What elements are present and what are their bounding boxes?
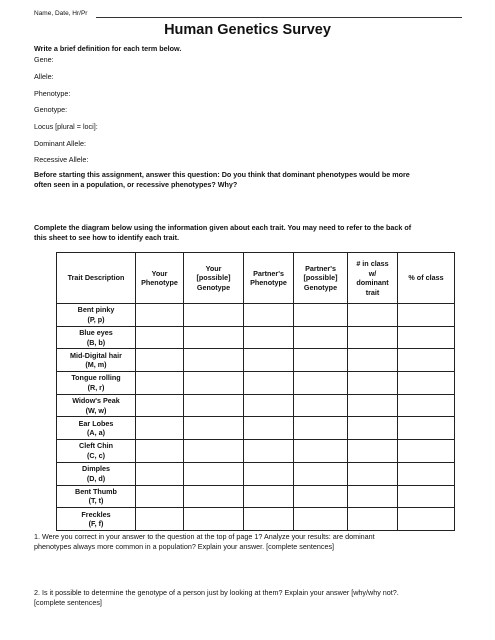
number-in-class-cell[interactable] <box>348 326 398 349</box>
percent-of-class-cell[interactable] <box>398 394 455 417</box>
header-your-phenotype: Your Phenotype <box>136 253 184 304</box>
trait-description-cell <box>57 485 136 508</box>
trait-description-cell <box>57 417 136 440</box>
your-phenotype-cell[interactable] <box>136 326 184 349</box>
partner-phenotype-cell[interactable] <box>244 304 294 327</box>
your-genotype-cell[interactable] <box>184 440 244 463</box>
your-genotype-cell[interactable] <box>184 326 244 349</box>
trait-name: Cleft Chin <box>79 441 113 451</box>
trait-alleles: (A, a) <box>87 428 105 438</box>
percent-of-class-cell[interactable] <box>398 508 455 531</box>
trait-table-body <box>57 304 455 531</box>
partner-phenotype-cell[interactable] <box>244 349 294 372</box>
partner-genotype-cell[interactable] <box>294 394 348 417</box>
trait-name: Bent pinky <box>77 305 115 315</box>
number-in-class-cell[interactable] <box>348 440 398 463</box>
trait-alleles: (P, p) <box>87 314 105 324</box>
table-row <box>57 349 455 372</box>
your-genotype-cell[interactable] <box>184 304 244 327</box>
number-in-class-cell[interactable] <box>348 372 398 395</box>
trait-alleles: (W, w) <box>85 405 107 415</box>
partner-phenotype-cell[interactable] <box>244 462 294 485</box>
your-phenotype-cell[interactable] <box>136 304 184 327</box>
your-genotype-cell[interactable] <box>184 349 244 372</box>
table-row <box>57 508 455 531</box>
definitions-instruction: Write a brief definition for each term below. <box>34 44 182 53</box>
table-row <box>57 304 455 327</box>
term-gene: Gene: <box>34 55 54 64</box>
percent-of-class-cell[interactable] <box>398 304 455 327</box>
term-recessive-allele: Recessive Allele: <box>34 155 89 164</box>
table-row <box>57 372 455 395</box>
your-genotype-cell[interactable] <box>184 394 244 417</box>
diagram-instructions-line2: this sheet to see how to identify each trait. <box>34 233 179 242</box>
partner-genotype-cell[interactable] <box>294 485 348 508</box>
partner-genotype-cell[interactable] <box>294 508 348 531</box>
trait-description-cell <box>57 326 136 349</box>
table-row <box>57 417 455 440</box>
table-row <box>57 485 455 508</box>
your-phenotype-cell[interactable] <box>136 440 184 463</box>
trait-name: Bent Thumb <box>75 486 117 496</box>
name-date-label: Name, Date, Hr/Pr <box>34 10 88 17</box>
partner-genotype-cell[interactable] <box>294 462 348 485</box>
number-in-class-cell[interactable] <box>348 508 398 531</box>
partner-genotype-cell[interactable] <box>294 417 348 440</box>
your-genotype-cell[interactable] <box>184 372 244 395</box>
number-in-class-cell[interactable] <box>348 394 398 417</box>
question-2-line2: [complete sentences] <box>34 598 102 607</box>
term-genotype: Genotype: <box>34 105 68 114</box>
trait-table-header-row <box>57 253 455 304</box>
your-phenotype-cell[interactable] <box>136 349 184 372</box>
trait-description-cell <box>57 508 136 531</box>
header-your-genotype: Your [possible] Genotype <box>184 253 244 304</box>
question-intro-line1: Before starting this assignment, answer this question: Do you think that dominant phenotypes would be more <box>34 170 410 179</box>
trait-name: Dimples <box>82 464 110 474</box>
question-1-line1: 1. Were you correct in your answer to the question at the top of page 1? Analyze your results: are dominant <box>34 532 375 541</box>
partner-phenotype-cell[interactable] <box>244 485 294 508</box>
partner-phenotype-cell[interactable] <box>244 394 294 417</box>
percent-of-class-cell[interactable] <box>398 485 455 508</box>
trait-name: Ear Lobes <box>78 418 114 428</box>
trait-table <box>56 252 455 531</box>
term-phenotype: Phenotype: <box>34 89 71 98</box>
your-phenotype-cell[interactable] <box>136 417 184 440</box>
trait-alleles: (F, f) <box>88 519 104 529</box>
question-1-line2: phenotypes always more common in a population? Explain your answer. [complete sentences] <box>34 542 335 551</box>
trait-alleles: (R, r) <box>87 382 105 392</box>
table-row <box>57 326 455 349</box>
partner-genotype-cell[interactable] <box>294 326 348 349</box>
trait-description-cell <box>57 372 136 395</box>
trait-name: Tongue rolling <box>71 373 121 383</box>
table-row <box>57 394 455 417</box>
term-allele: Allele: <box>34 72 54 81</box>
number-in-class-cell[interactable] <box>348 304 398 327</box>
trait-name: Freckles <box>81 509 111 519</box>
trait-description-cell <box>57 440 136 463</box>
header-number-in-class: # in class w/ dominant trait <box>348 253 398 304</box>
trait-alleles: (M, m) <box>85 360 107 370</box>
trait-name: Blue eyes <box>79 328 113 338</box>
percent-of-class-cell[interactable] <box>398 440 455 463</box>
number-in-class-cell[interactable] <box>348 417 398 440</box>
table-row <box>57 440 455 463</box>
percent-of-class-cell[interactable] <box>398 462 455 485</box>
partner-genotype-cell[interactable] <box>294 372 348 395</box>
trait-description-cell <box>57 349 136 372</box>
your-genotype-cell[interactable] <box>184 508 244 531</box>
percent-of-class-cell[interactable] <box>398 326 455 349</box>
percent-of-class-cell[interactable] <box>398 372 455 395</box>
your-phenotype-cell[interactable] <box>136 485 184 508</box>
name-date-line[interactable] <box>34 10 462 17</box>
your-phenotype-cell[interactable] <box>136 508 184 531</box>
partner-genotype-cell[interactable] <box>294 440 348 463</box>
partner-phenotype-cell[interactable] <box>244 417 294 440</box>
trait-description-cell <box>57 462 136 485</box>
your-genotype-cell[interactable] <box>184 417 244 440</box>
your-genotype-cell[interactable] <box>184 462 244 485</box>
your-phenotype-cell[interactable] <box>136 394 184 417</box>
header-partner-genotype: Partner's [possible] Genotype <box>294 253 348 304</box>
your-phenotype-cell[interactable] <box>136 372 184 395</box>
number-in-class-cell[interactable] <box>348 349 398 372</box>
percent-of-class-cell[interactable] <box>398 349 455 372</box>
question-2-line1: 2. Is it possible to determine the genotype of a person just by looking at them? Explain your answer [why/why not?. <box>34 588 399 597</box>
table-row <box>57 462 455 485</box>
your-genotype-cell[interactable] <box>184 485 244 508</box>
term-locus: Locus [plural = loci]: <box>34 122 98 131</box>
diagram-instructions-line1: Complete the diagram below using the information given about each trait. You may need to refer to the back of <box>34 223 412 232</box>
your-phenotype-cell[interactable] <box>136 462 184 485</box>
trait-alleles: (B, b) <box>86 337 106 347</box>
percent-of-class-cell[interactable] <box>398 417 455 440</box>
trait-description-cell <box>57 394 136 417</box>
header-trait-description: Trait Description <box>57 253 136 304</box>
partner-phenotype-cell[interactable] <box>244 440 294 463</box>
trait-alleles: (C, c) <box>87 450 105 460</box>
trait-name: Widow's Peak <box>72 396 120 406</box>
partner-phenotype-cell[interactable] <box>244 372 294 395</box>
trait-description-cell <box>57 304 136 327</box>
number-in-class-cell[interactable] <box>348 485 398 508</box>
trait-alleles: (D, d) <box>86 473 106 483</box>
question-intro-line2: often seen in a population, or recessive phenotypes? Why? <box>34 180 238 189</box>
partner-genotype-cell[interactable] <box>294 349 348 372</box>
partner-phenotype-cell[interactable] <box>244 508 294 531</box>
header-percent-of-class: % of class <box>398 253 455 304</box>
page-title: Human Genetics Survey <box>164 22 331 38</box>
trait-name: Mid-Digital hair <box>70 350 122 360</box>
trait-alleles: (T, t) <box>88 496 104 506</box>
partner-genotype-cell[interactable] <box>294 304 348 327</box>
number-in-class-cell[interactable] <box>348 462 398 485</box>
name-underline <box>96 17 462 18</box>
header-partner-phenotype: Partner's Phenotype <box>244 253 294 304</box>
term-dominant-allele: Dominant Allele: <box>34 139 86 148</box>
partner-phenotype-cell[interactable] <box>244 326 294 349</box>
